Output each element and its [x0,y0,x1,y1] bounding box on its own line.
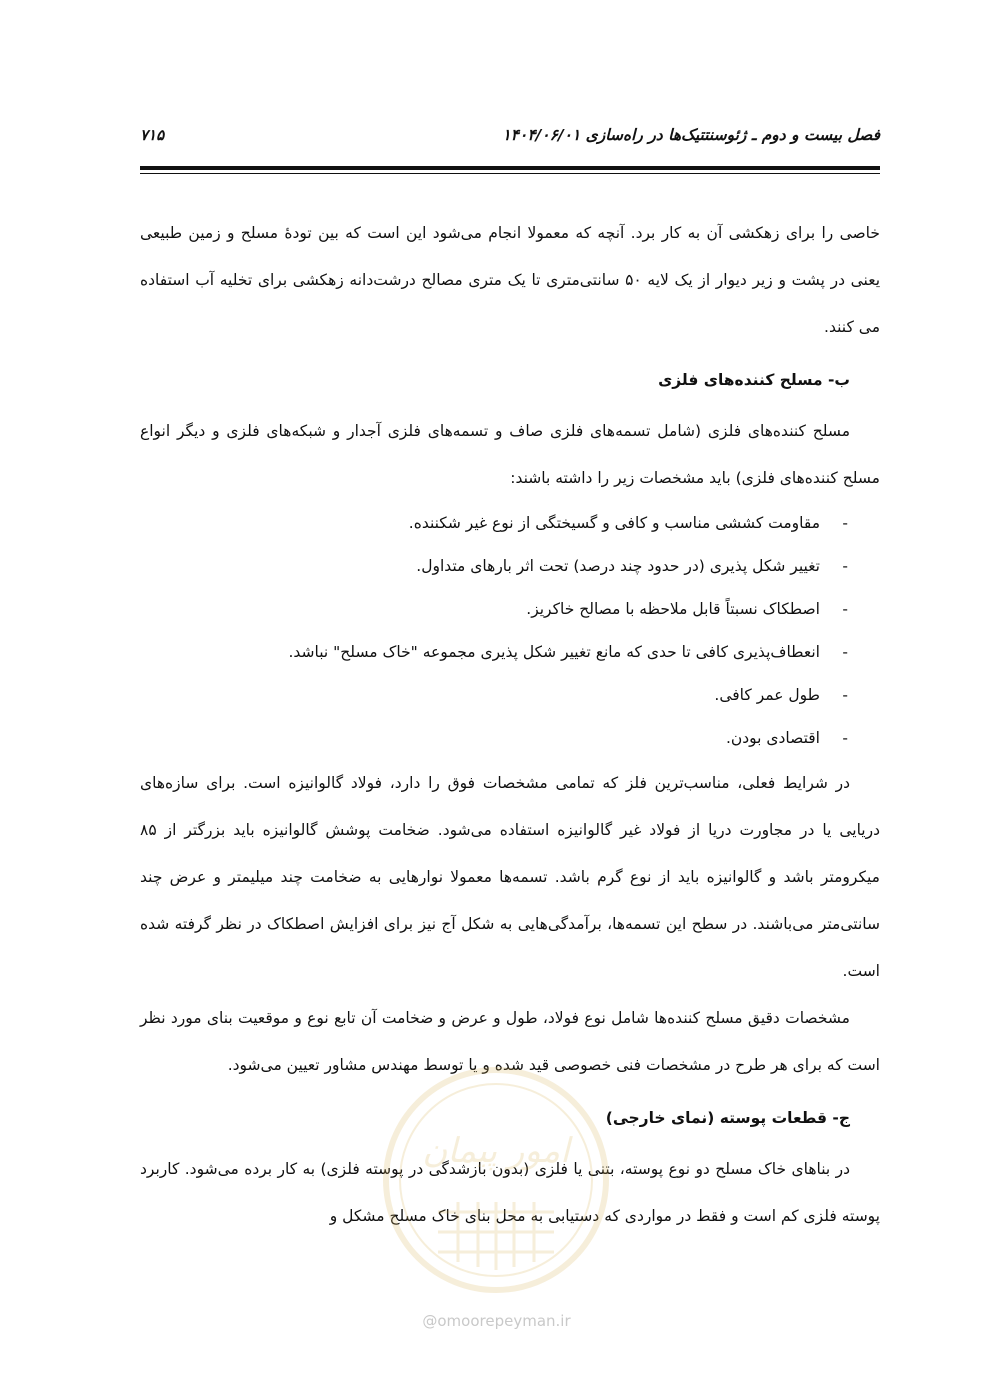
list-item [140,545,880,588]
watermark-site: @omoorepeyman.ir [422,1312,571,1330]
bullet-dash: - [842,729,848,747]
header-rule-thin [140,173,880,174]
bullet-dash: - [842,643,848,661]
list-item-text: تغییر شکل پذیری (در حدود چند درصد) تحت اثر بارهای متداول. [416,557,820,575]
bullet-dash: - [842,557,848,575]
list-item-text: اقتصادی بودن. [725,729,820,747]
watermark-logo-text: امور پیمان [422,1131,570,1171]
paragraph-facing-panels: در بناهای خاک مسلح دو نوع پوسته، بتنی یا فلزی (بدون بازشدگی در پوسته فلزی) به کار برده می‌شود. کاربرد پوسته فلزی کم است و فقط در مواردی که دستیابی به محل بنای خاک مسلح مشکل و [140,1160,880,1225]
bullet-dash: - [842,600,848,618]
list-item [140,588,880,631]
list-item-text: اصطکاک نسبتاً قابل ملاحظه با مصالح خاکریز. [526,600,820,618]
paragraph-galvanized-steel: در شرایط فعلی، مناسب‌ترین فلز که تمامی مشخصات فوق را دارد، فولاد گالوانیزه است. برای سازه‌های دریایی یا در مجاورت دریا از فولاد غیر گالوانیزه استفاده می‌شود. ضخامت پوشش گالوانیزه باید بزرگتر از ۸۵ میکرومتر باشد و گالوانیزه باید از نوع گرم باشد. تسمه‌ها معمولا نوارهایی به ضخامت چند میلیمتر و عرض چند سانتی‌متر می‌باشند. در سطح این تسمه‌ها، برآمدگی‌هایی به شکل آج نیز برای افزایش اصطکاک در نظر گرفته شده است. [140,774,880,980]
requirements-list [140,502,880,760]
header-title: فصل بیست و دوم ـ ژئوسنتتیک‌ها در راه‌سازی ۱۴۰۴/۰۶/۰۱ [502,126,880,144]
paragraph-specifications: مشخصات دقیق مسلح کننده‌ها شامل نوع فولاد، طول و عرض و ضخامت آن تابع نوع و موقعیت بنای مورد نظر است که برای هر طرح در مشخصات فنی خصوصی قید شده و یا توسط مهندس مشاور تعیین می‌شود. [140,1009,880,1074]
list-item-text: انعطاف‌پذیری کافی تا حدی که مانع تغییر شکل پذیری مجموعه "خاک مسلح" نباشد. [288,643,820,661]
section-heading-metal-reinforcements: ب- مسلح کننده‌های فلزی [658,371,850,389]
section-heading-facing-panels: ج- قطعات پوسته (نمای خارجی) [605,1109,850,1127]
header-rule-thick [140,166,880,170]
page-body [140,210,880,1240]
list-item-text: مقاومت کششی مناسب و کافی و گسیختگی از نوع غیر شکننده. [408,514,820,532]
list-item [140,674,880,717]
list-item-text: طول عمر کافی. [714,686,820,704]
page-header [140,126,880,154]
bullet-dash: - [842,686,848,704]
bullet-dash: - [842,514,848,532]
list-item [140,717,880,760]
page-number: ۷۱۵ [140,126,165,144]
list-item [140,631,880,674]
paragraph-metal-reinforcements: مسلح کننده‌های فلزی (شامل تسمه‌های فلزی صاف و تسمه‌های فلزی آجدار و شبکه‌های فلزی و دیگر انواع مسلح کننده‌های فلزی) باید مشخصات زیر را داشته باشند: [140,422,880,487]
paragraph-drainage: خاصی را برای زهکشی آن به کار برد. آنچه که معمولا انجام می‌شود این است که بین تودهٔ مسلح و زمین طبیعی یعنی در پشت و زیر دیوار از یک لایه ۵۰ سانتی‌متری تا یک متری مصالح درشت‌دانه زهکشی برای تخلیه آب استفاده می کنند. [140,224,881,336]
list-item [140,502,880,545]
